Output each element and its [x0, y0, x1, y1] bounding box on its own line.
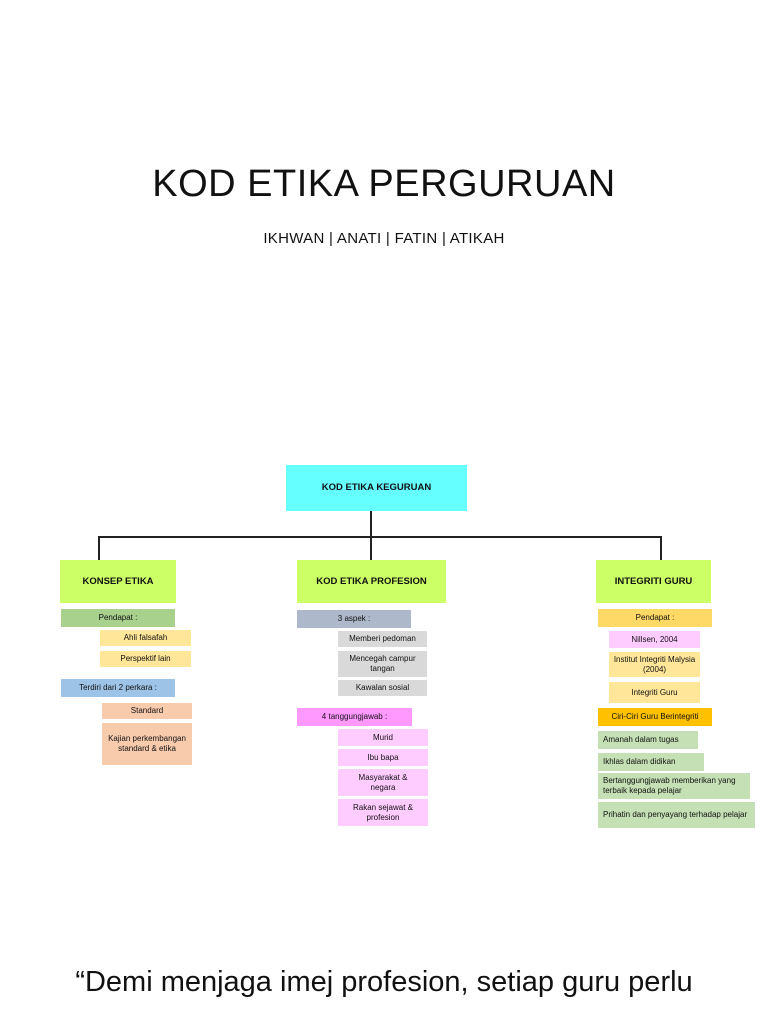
c2-item-memberi-pedoman-text: Memberi pedoman: [349, 634, 416, 643]
c1-item-standard: [102, 703, 192, 719]
c3-item-integriti-guru: [609, 682, 700, 703]
c3-item-integriti-guru-text: Integriti Guru: [631, 687, 678, 697]
page-title: KOD ETIKA PERGURUAN: [152, 163, 616, 205]
connector-root-down: [370, 511, 372, 537]
c3-item-prihatin: [598, 802, 755, 828]
node-konsep-etika: [60, 560, 176, 603]
c2-item-masyarakat: [338, 769, 428, 796]
c2-item-rakan-sejawat: [338, 799, 428, 826]
connector-left-down: [98, 536, 100, 560]
c2-item-murid: [338, 729, 428, 746]
c2-item-ibu-bapa-text: Ibu bapa: [367, 752, 399, 762]
c1-group2-label-text: Terdiri dari 2 perkara :: [79, 683, 157, 692]
c2-item-masyarakat-text: Masyarakat & negara: [358, 772, 408, 792]
c3-item-amanah: [598, 731, 698, 749]
c1-item-ahli-falsafah-text: Ahli falsafah: [123, 633, 168, 642]
root-node-label: KOD ETIKA KEGURUAN: [321, 482, 432, 494]
node-kod-etika-profesion: [297, 560, 446, 603]
c1-item-perspektif-lain-text: Perspektif lain: [120, 654, 171, 663]
c2-item-kawalan-sosial: [338, 680, 427, 696]
c2-item-rakan-sejawat-text: Rakan sejawat & profesion: [352, 802, 414, 822]
c1-group1-label-text: Pendapat :: [98, 613, 138, 622]
c3-item-nillsen-text: Nillsen, 2004: [631, 634, 678, 644]
c3-group2-label: [598, 708, 712, 726]
authors-line: IKHWAN | ANATI | FATIN | ATIKAH: [263, 230, 505, 247]
c1-item-perspektif-lain: [100, 651, 191, 667]
c3-item-nillsen: [609, 631, 700, 648]
root-node: [286, 465, 467, 511]
node-integriti-guru: [596, 560, 711, 603]
c3-item-ikhlas: [598, 753, 704, 771]
c1-item-kajian-text: Kajian perkembangan standard & etika: [108, 734, 186, 753]
c3-item-institut-integriti-text: Institut Integriti Malysia (2004): [613, 654, 696, 674]
c3-item-bertanggungjawab: [598, 773, 750, 799]
connector-middle-down: [370, 536, 372, 560]
c3-item-institut-integriti: [609, 652, 700, 677]
c2-item-mencegah-text: Mencegah campur tangan: [349, 654, 416, 673]
c2-group2-label: [297, 708, 412, 726]
c2-item-mencegah: [338, 651, 427, 677]
connector-right-down: [660, 536, 662, 560]
quote-text: “Demi menjaga imej profesion, setiap guru perlu: [75, 966, 693, 998]
c3-group1-label: [598, 609, 712, 627]
c2-item-kawalan-sosial-text: Kawalan sosial: [355, 683, 410, 692]
c3-group2-label-text: Ciri-Ciri Guru Berintegriti: [611, 712, 699, 721]
node-kod-etika-profesion-label: KOD ETIKA PROFESION: [316, 575, 427, 587]
c1-group2-label: [61, 679, 175, 697]
c2-item-murid-text: Murid: [372, 732, 393, 742]
c3-item-amanah-text: Amanah dalam tugas: [603, 735, 679, 744]
c2-group2-label-text: 4 tanggungjawab :: [321, 712, 388, 721]
c2-item-memberi-pedoman: [338, 631, 427, 647]
node-konsep-etika-label: KONSEP ETIKA: [82, 575, 154, 587]
c1-item-ahli-falsafah: [100, 630, 191, 646]
c3-item-bertanggungjawab-text: Bertanggungjawab memberikan yang terbaik kepada pelajar: [603, 776, 736, 795]
c1-item-kajian: [102, 723, 192, 765]
c3-item-ikhlas-text: Ikhlas dalam didikan: [603, 757, 676, 766]
c1-group1-label: [61, 609, 175, 627]
c1-item-standard-text: Standard: [130, 706, 164, 715]
c2-item-ibu-bapa: [338, 749, 428, 766]
c3-group1-label-text: Pendapat :: [635, 613, 675, 622]
connector-horizontal: [98, 536, 661, 538]
node-integriti-guru-label: INTEGRITI GURU: [614, 575, 693, 587]
c2-group1-label: [297, 610, 411, 628]
c2-group1-label-text: 3 aspek :: [337, 614, 371, 623]
c3-item-prihatin-text: Prihatin dan penyayang terhadap pelajar: [603, 810, 748, 819]
